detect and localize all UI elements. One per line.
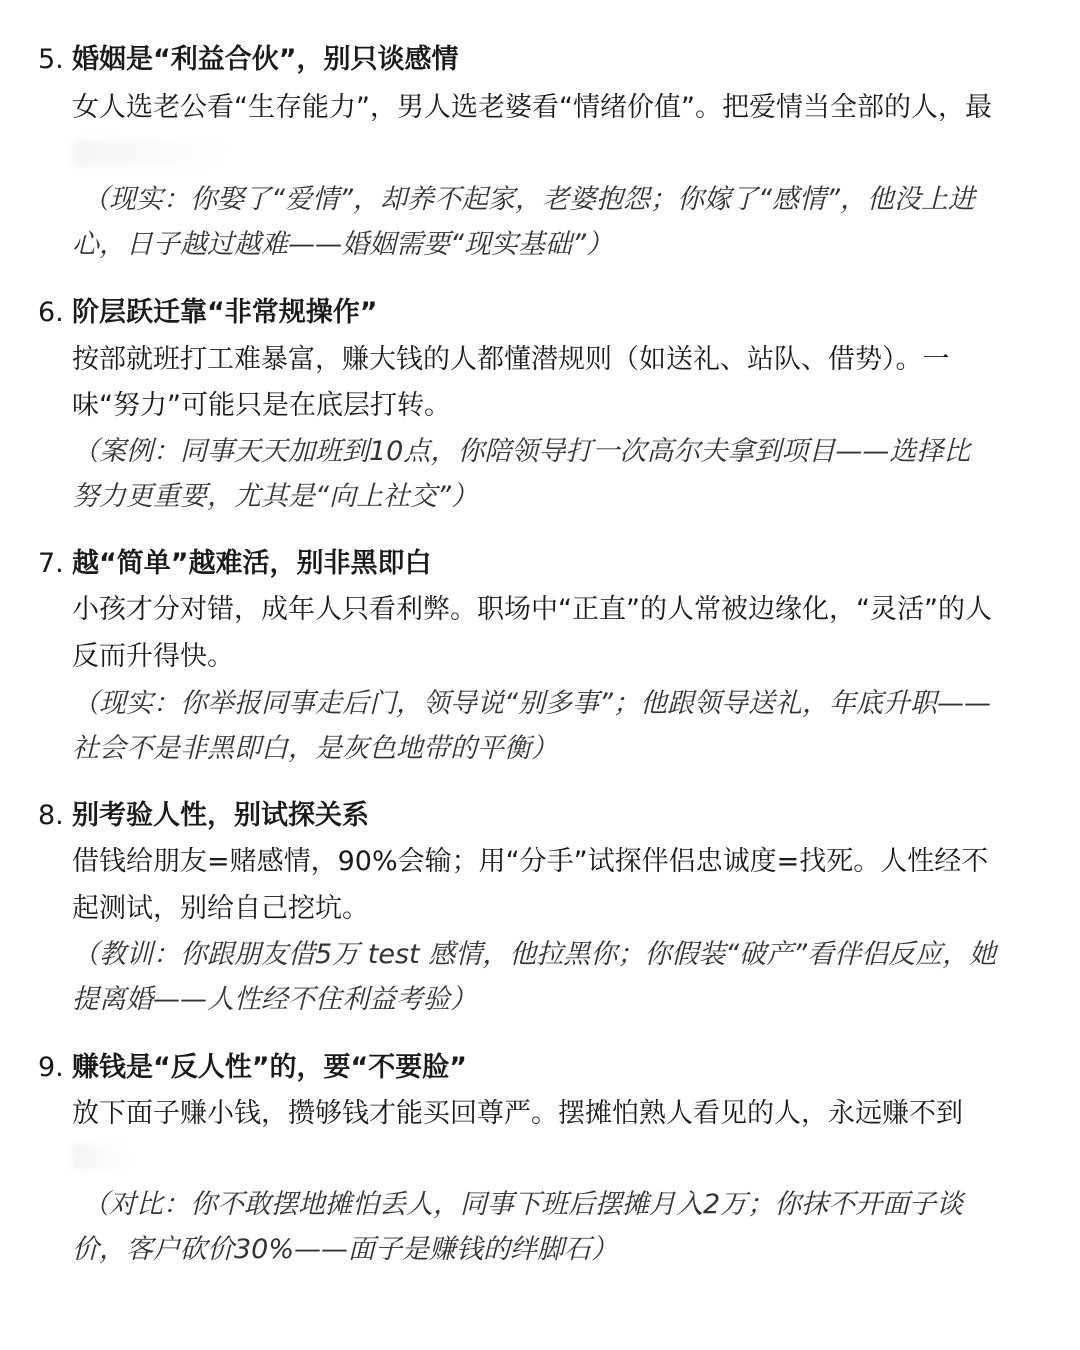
item-note-line: 社会不是非黑即白，是灰色地带的平衡）: [72, 733, 558, 764]
item-number: 6.: [38, 297, 64, 328]
item-body-line: 借钱给朋友=赌感情，90%会输；用“分手”试探伴侣忠诚度=找死。人性经不: [72, 846, 989, 877]
item-body-line: 起测试，别给自己挖坑。: [72, 893, 369, 924]
item-number: 9.: [38, 1052, 64, 1083]
item-title: 别考验人性，别试探关系: [72, 800, 369, 831]
item-body-line: 小孩才分对错，成年人只看利弊。职场中“正直”的人常被边缘化，“灵活”的人: [72, 594, 992, 625]
item-note-line: （案例：同事天天加班到10点，你陪领导打一次高尔夫拿到项目——选择比: [72, 436, 971, 467]
item-note-line: （现实：你娶了“爱情”，却养不起家，老婆抱怨；你嫁了“感情”，他没上进: [82, 184, 975, 215]
item-title: 越“简单”越难活，别非黑即白: [72, 548, 432, 579]
item-note-line: 提离婚——人性经不住利益考验）: [72, 984, 477, 1015]
item-note-line: （教训：你跟朋友借5万 test 感情，他拉黑你；你假装“破产”看伴侣反应，她: [72, 939, 997, 970]
blurred-text-region: [72, 1144, 132, 1170]
item-body-line: 女人选老公看“生存能力”，男人选老婆看“情绪价值”。把爱情当全部的人，最: [72, 92, 992, 123]
item-title: 赚钱是“反人性”的，要“不要脸”: [72, 1052, 467, 1083]
blurred-text-region: [72, 140, 232, 166]
item-note-line: （现实：你举报同事走后门，领导说“别多事”；他跟领导送礼，年底升职——: [72, 688, 991, 719]
item-number: 8.: [38, 800, 64, 831]
item-title: 婚姻是“利益合伙”，别只谈感情: [72, 44, 459, 75]
item-note-line: 努力更重要，尤其是“向上社交”）: [72, 481, 478, 512]
item-note-line: 价，客户砍价30%——面子是赚钱的绊脚石）: [72, 1234, 619, 1265]
item-body-line: 放下面子赚小钱，攒够钱才能买回尊严。摆摊怕熟人看见的人，永远赚不到: [72, 1098, 963, 1129]
item-body-line: 反而升得快。: [72, 641, 234, 672]
item-title: 阶层跃迁靠“非常规操作”: [72, 297, 378, 328]
item-number: 7.: [38, 548, 64, 579]
item-note-line: 心，日子越过越难——婚姻需要“现实基础”）: [72, 229, 613, 260]
item-note-line: （对比：你不敢摆地摊怕丢人，同事下班后摆摊月入2万；你抹不开面子谈: [82, 1189, 964, 1220]
item-body-line: 味“努力”可能只是在底层打转。: [72, 390, 451, 421]
item-body-line: 按部就班打工难暴富，赚大钱的人都懂潜规则（如送礼、站队、借势）。一: [72, 344, 950, 375]
item-number: 5.: [38, 44, 64, 75]
